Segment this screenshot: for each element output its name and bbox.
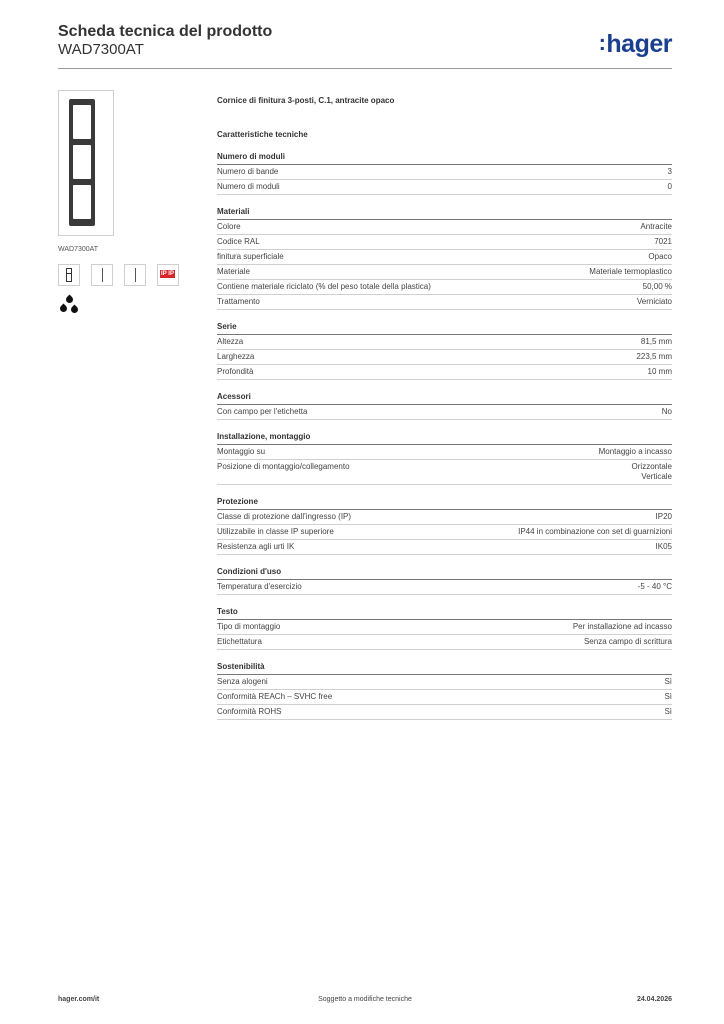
spec-label: Posizione di montaggio/collegamento — [217, 462, 350, 471]
spec-value: 0 — [667, 182, 672, 191]
spec-label: Numero di bande — [217, 167, 279, 176]
spec-row — [217, 525, 672, 540]
spec-value: 7021 — [654, 237, 672, 246]
footer-website[interactable]: hager.com/it — [58, 996, 100, 1003]
vertical-line-icon — [91, 264, 113, 286]
spec-label: Con campo per l'etichetta — [217, 407, 308, 416]
spec-label: Numero di moduli — [217, 182, 280, 191]
spec-row — [217, 265, 672, 280]
spec-label: Senza alogeni — [217, 677, 268, 686]
spec-value: No — [661, 407, 672, 416]
spec-row — [217, 280, 672, 295]
spec-value: Opaco — [648, 252, 672, 261]
spec-value: IK05 — [655, 542, 672, 551]
spec-row — [217, 510, 672, 525]
page-title: Scheda tecnica del prodotto — [58, 23, 273, 40]
section-title: Condizioni d'uso — [217, 567, 672, 580]
module-frame-icon — [58, 264, 80, 286]
spec-value: Materiale termoplastico — [589, 267, 672, 276]
spec-label: Temperatura d'esercizio — [217, 582, 302, 591]
spec-label: finitura superficiale — [217, 252, 284, 261]
spec-label: Codice RAL — [217, 237, 260, 246]
spec-row — [217, 335, 672, 350]
spec-section — [217, 607, 672, 650]
spec-label: Conformità ROHS — [217, 707, 282, 716]
product-description: Cornice di finitura 3-posti, C.1, antracite opaco — [217, 96, 395, 105]
technical-heading: Caratteristiche tecniche — [217, 130, 308, 139]
spec-label: Utilizzabile in classe IP superiore — [217, 527, 334, 536]
spec-label: Contiene materiale riciclato (% del peso totale della plastica) — [217, 282, 431, 291]
image-caption: WAD7300AT — [58, 246, 99, 253]
spec-value: Senza campo di scrittura — [583, 637, 672, 646]
spec-row — [217, 675, 672, 690]
spec-value: Verniciato — [636, 297, 672, 306]
logo-colon-icon: : — [598, 30, 606, 55]
triple-frame-icon — [69, 99, 95, 226]
spec-row — [217, 365, 672, 380]
spec-value: Sì — [664, 707, 672, 716]
product-image — [58, 90, 114, 236]
spec-row — [217, 405, 672, 420]
spec-section — [217, 662, 672, 720]
section-title: Materiali — [217, 207, 672, 220]
section-title: Installazione, montaggio — [217, 432, 672, 445]
section-title: Numero di moduli — [217, 152, 672, 165]
spec-label: Tipo di montaggio — [217, 622, 281, 631]
product-panel — [58, 90, 208, 317]
spec-value: 10 mm — [647, 367, 672, 376]
spec-value: Per installazione ad incasso — [572, 622, 672, 631]
spec-value: Orizzontale Verticale — [631, 462, 672, 481]
section-title: Serie — [217, 322, 672, 335]
spec-section — [217, 392, 672, 420]
spec-row — [217, 180, 672, 195]
spec-value: -5 - 40 °C — [637, 582, 672, 591]
spec-label: Montaggio su — [217, 447, 266, 456]
section-title: Sostenibilità — [217, 662, 672, 675]
header-divider — [58, 68, 672, 69]
spec-value: 223,5 mm — [636, 352, 672, 361]
spec-label: Conformità REACh – SVHC free — [217, 692, 333, 701]
spec-section — [217, 497, 672, 555]
ip-badge-text: IP IP — [161, 271, 174, 277]
section-title: Acessori — [217, 392, 672, 405]
logo-text: hager — [606, 30, 672, 58]
spec-label: Profondità — [217, 367, 254, 376]
spec-row — [217, 445, 672, 460]
spec-row — [217, 705, 672, 720]
footer-note: Soggetto a modifiche tecniche — [318, 996, 412, 1003]
spec-value: Sì — [664, 677, 672, 686]
spec-panel — [217, 96, 672, 720]
vertical-line-icon — [124, 264, 146, 286]
spec-row — [217, 220, 672, 235]
spec-value: IP20 — [655, 512, 672, 521]
feature-icons — [58, 264, 208, 286]
spec-label: Altezza — [217, 337, 244, 346]
spec-value: Antracite — [640, 222, 672, 231]
spec-value: Montaggio a incasso — [598, 447, 672, 456]
spec-row — [217, 235, 672, 250]
spec-row — [217, 250, 672, 265]
section-title: Protezione — [217, 497, 672, 510]
spec-label: Classe di protezione dall'ingresso (IP) — [217, 512, 352, 521]
spec-row — [217, 165, 672, 180]
spec-value: IP44 in combinazione con set di guarnizioni — [518, 527, 672, 536]
spec-section — [217, 432, 672, 485]
spec-row — [217, 690, 672, 705]
spec-label: Etichettatura — [217, 637, 262, 646]
spec-sections — [217, 152, 672, 720]
spec-row — [217, 635, 672, 650]
spec-section — [217, 567, 672, 595]
spec-section — [217, 152, 672, 195]
spec-row — [217, 460, 672, 485]
spec-value: 50,00 % — [642, 282, 672, 291]
hager-logo — [599, 30, 672, 59]
spec-row — [217, 350, 672, 365]
ip-rating-icon — [157, 264, 179, 286]
spec-row — [217, 580, 672, 595]
water-drops-icon — [58, 295, 80, 317]
spec-label: Larghezza — [217, 352, 255, 361]
section-title: Testo — [217, 607, 672, 620]
spec-value: 3 — [667, 167, 672, 176]
spec-section — [217, 322, 672, 380]
spec-row — [217, 295, 672, 310]
spec-label: Colore — [217, 222, 241, 231]
document-header — [58, 22, 672, 59]
spec-label: Resistenza agli urti IK — [217, 542, 295, 551]
footer-date: 24.04.2026 — [636, 996, 672, 1003]
spec-row — [217, 540, 672, 555]
spec-row — [217, 620, 672, 635]
spec-value: Sì — [664, 692, 672, 701]
spec-section — [217, 207, 672, 310]
spec-value: 81,5 mm — [640, 337, 672, 346]
spec-label: Materiale — [217, 267, 250, 276]
product-code: WAD7300AT — [58, 41, 144, 58]
spec-label: Trattamento — [217, 297, 260, 306]
